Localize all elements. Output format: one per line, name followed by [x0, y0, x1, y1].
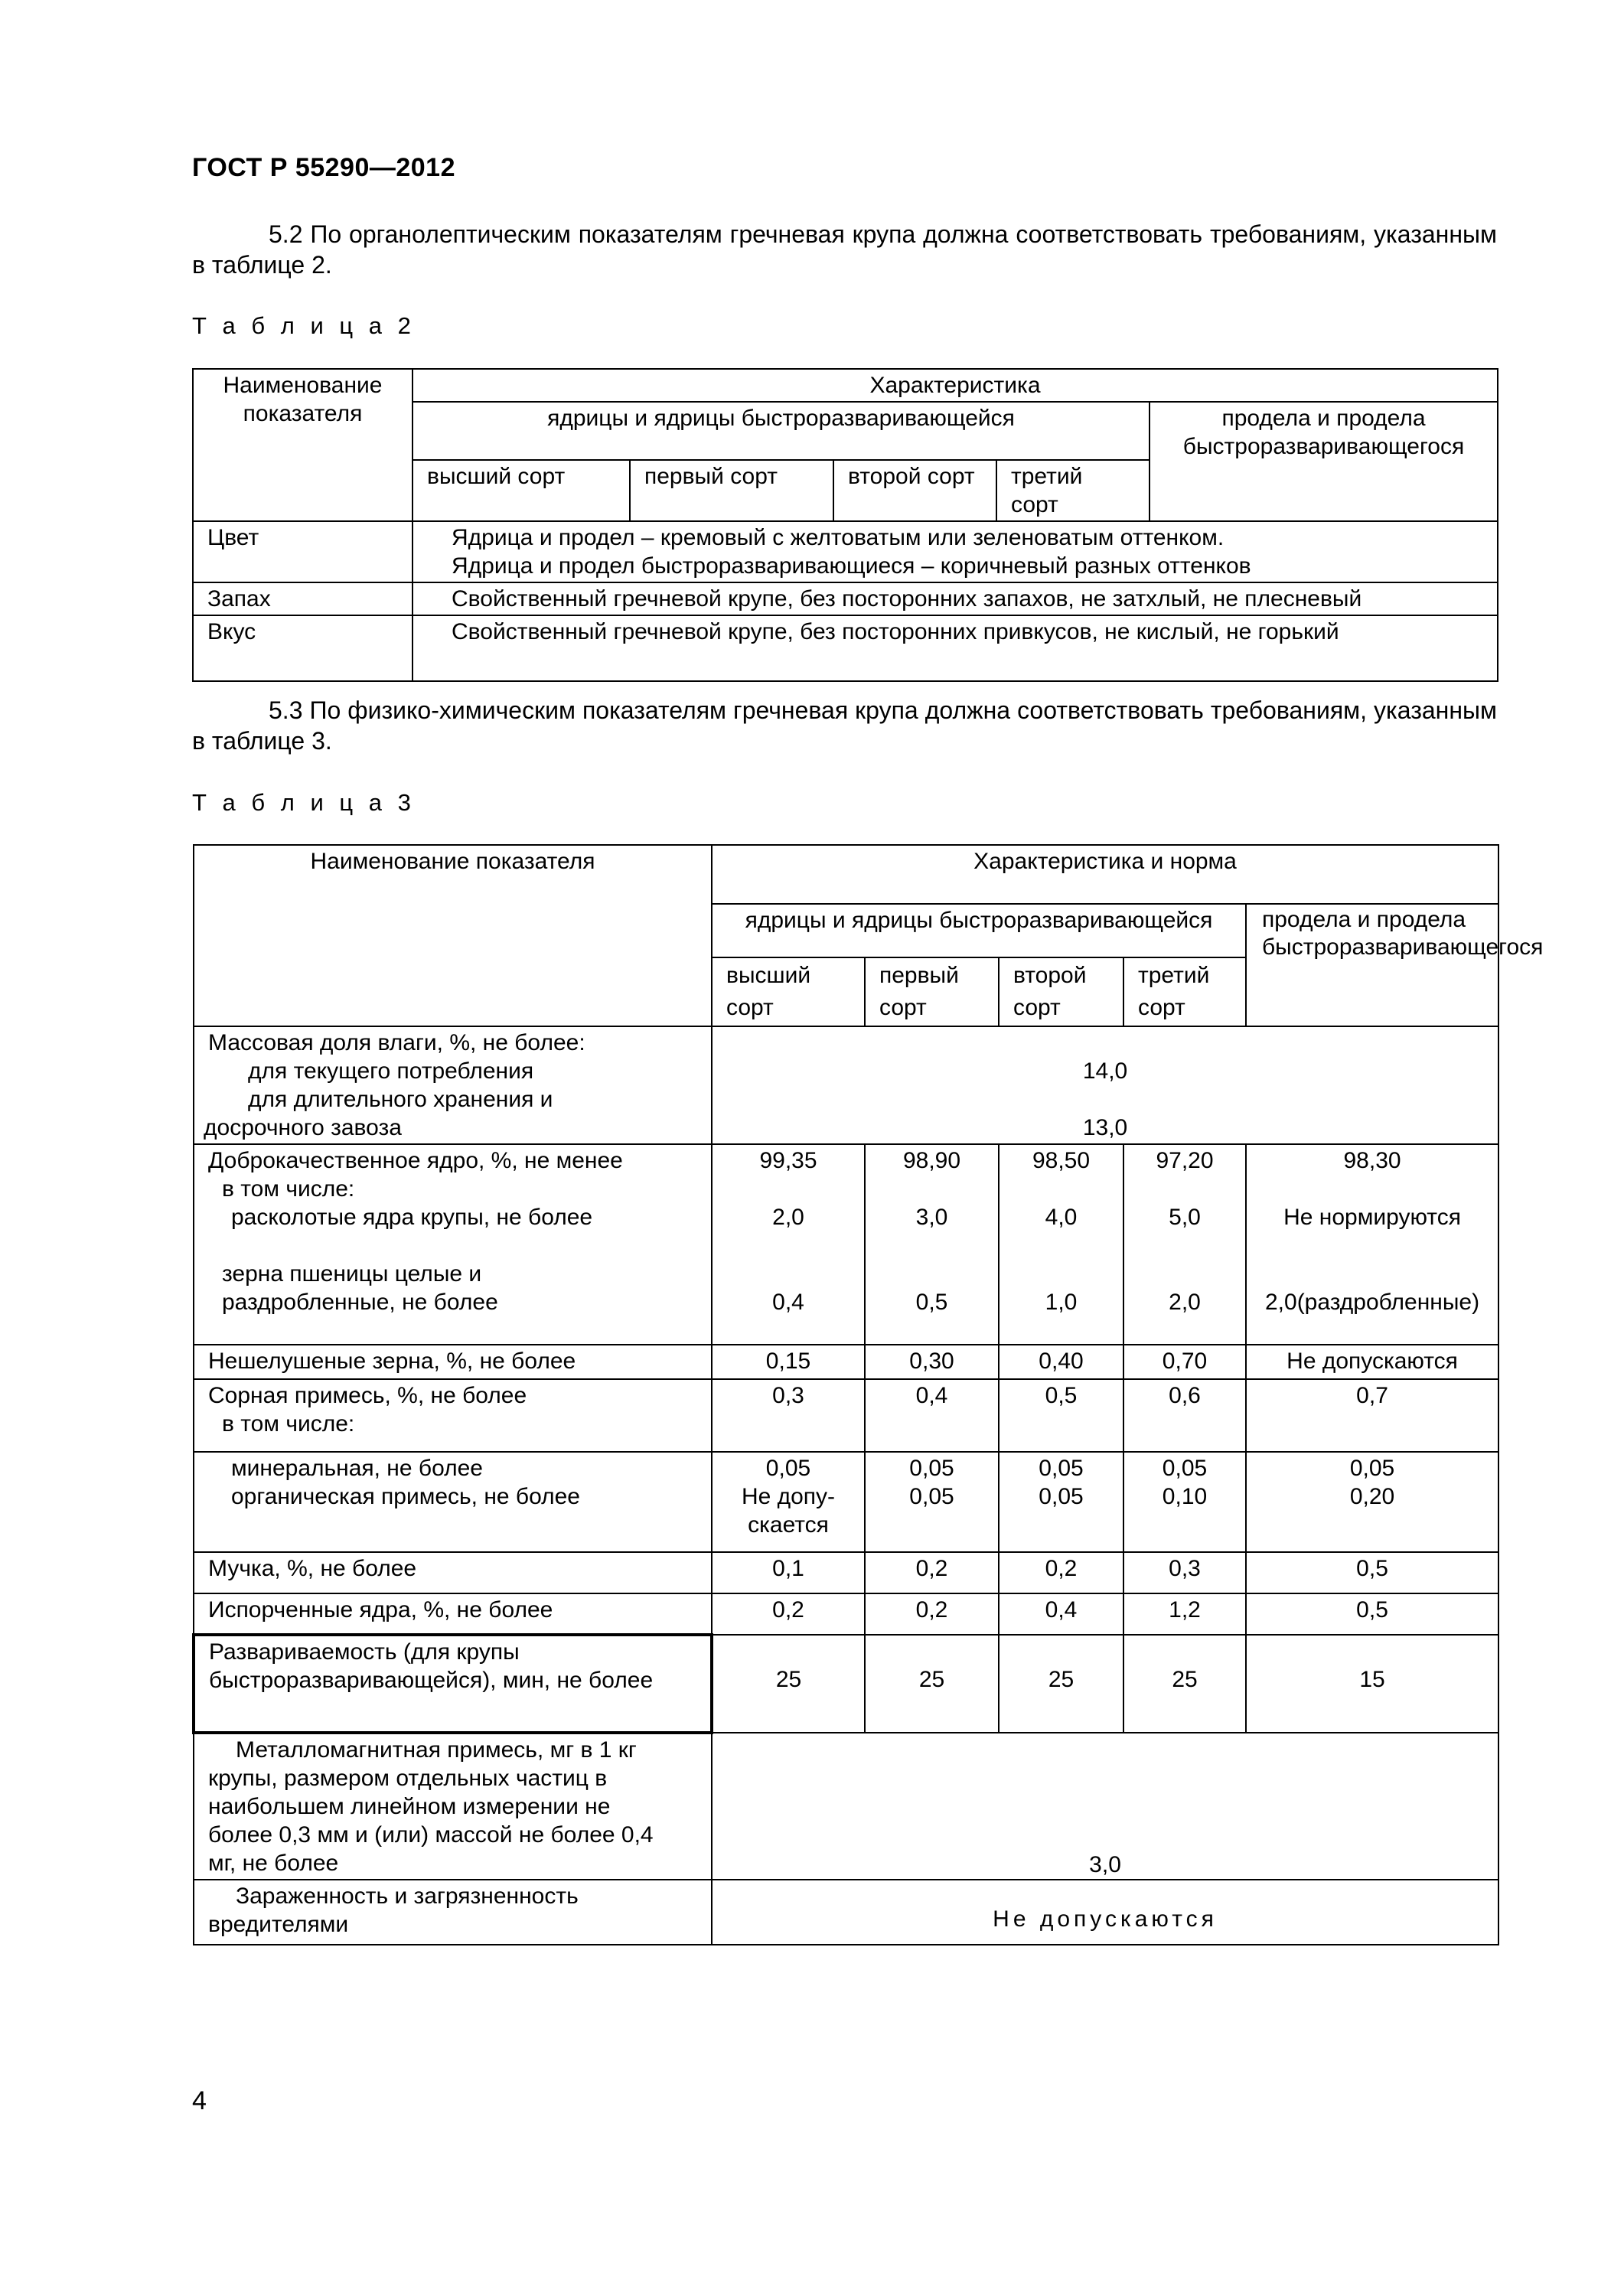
t3-value: 4,0 — [1045, 1205, 1078, 1230]
t3-name-line: в том числе: — [222, 1411, 355, 1437]
t2-header-grade-1: высший сорт — [413, 460, 630, 521]
t3-kernel-col-4 — [1123, 1144, 1246, 1345]
t3-boil-col — [1123, 1635, 1246, 1733]
table-row — [194, 1593, 1498, 1635]
t3-name-line: раздробленные, не более — [222, 1290, 498, 1315]
table-row — [193, 615, 1498, 681]
t3-pests-name — [194, 1880, 712, 1945]
table-row — [194, 1379, 1498, 1452]
t3-value: 0,15 — [712, 1345, 865, 1379]
t3-mineral-col-2 — [865, 1452, 999, 1552]
t3-value: 1,0 — [1045, 1290, 1078, 1315]
t3-header-characteristic: Характеристика и норма — [712, 845, 1498, 904]
t3-value: 98,50 — [1032, 1148, 1091, 1173]
t3-value: 25 — [1172, 1667, 1198, 1692]
t3-header-grade-4: третий сорт — [1123, 957, 1246, 1026]
t3-name-line: более 0,3 мм и (или) массой не более 0,4 — [208, 1822, 654, 1848]
t3-value: 25 — [775, 1667, 802, 1692]
t3-value: 0,3 — [712, 1379, 865, 1452]
t3-value: 0,5 — [1246, 1552, 1498, 1593]
t3-header-grade-1: высший сорт — [712, 957, 865, 1026]
t3-value: 0,05 — [909, 1484, 954, 1509]
t3-value: 0,5 — [1246, 1593, 1498, 1635]
table-row — [194, 1880, 1498, 1945]
table-2-caption: Т а б л и ц а 2 — [192, 312, 416, 339]
table-row — [194, 1635, 1498, 1733]
t3-value: 25 — [918, 1667, 945, 1692]
t3-value: 99,35 — [759, 1148, 817, 1173]
t3-value: 3,0 — [915, 1205, 948, 1230]
t3-pests-value: Не допускаются — [712, 1880, 1498, 1945]
t3-weed-name — [194, 1379, 712, 1452]
t3-moisture-values — [712, 1026, 1498, 1144]
t3-mineral-col-5 — [1246, 1452, 1498, 1552]
t3-header-grade-3: второй сорт — [999, 957, 1123, 1026]
t3-metal-value: 3,0 — [712, 1733, 1498, 1880]
table-row — [194, 1345, 1498, 1379]
t3-kernel-name — [194, 1144, 712, 1345]
t3-value: скается — [748, 1512, 829, 1538]
t3-value: 5,0 — [1169, 1205, 1201, 1230]
t3-value: 0,40 — [999, 1345, 1123, 1379]
table-row — [194, 1552, 1498, 1593]
t3-name-line: для длительного хранения и — [248, 1087, 553, 1112]
t3-kernel-col-1 — [712, 1144, 865, 1345]
t3-name-line: вредителями — [208, 1912, 349, 1937]
t3-boil-col — [1246, 1635, 1498, 1733]
t3-value: 0,05 — [909, 1456, 954, 1481]
table-row — [194, 1144, 1498, 1345]
t3-name-line: наибольшем линейном измерении не — [208, 1794, 611, 1819]
t3-name-line: мг, не более — [208, 1851, 339, 1876]
t2-header-grade-3: второй сорт — [833, 460, 996, 521]
t3-value: 0,4 — [865, 1379, 999, 1452]
t3-name-line: крупы, размером отдельных частиц в — [208, 1766, 608, 1791]
table-row — [193, 582, 1498, 615]
t2-header-yadrica: ядрицы и ядрицы быстроразваривающейся — [413, 402, 1150, 460]
t2-row-value — [413, 521, 1498, 582]
t2-row-name: Вкус — [193, 615, 413, 681]
t3-value: 2,0(раздробленные) — [1264, 1290, 1480, 1315]
t2-header-name: Наименование показателя — [193, 369, 413, 521]
t3-name-line: быстроразваривающейся), мин, не более — [209, 1668, 654, 1693]
t3-mineral-col-1 — [712, 1452, 865, 1552]
t3-mineral-col-4 — [1123, 1452, 1246, 1552]
t3-boil-col — [999, 1635, 1123, 1733]
t2-row-name: Запах — [193, 582, 413, 615]
page-number: 4 — [192, 2086, 207, 2115]
paragraph-5-3: 5.3 По физико-химическим показателям гречневая крупа должна соответствовать требованиям, указанным в таблице 3. — [192, 696, 1497, 755]
t3-value: Не нормируются — [1283, 1205, 1461, 1230]
t3-value: 14,0 — [1082, 1058, 1128, 1084]
t3-boil-name — [194, 1635, 712, 1733]
t3-spoiled-name: Испорченные ядра, %, не более — [194, 1593, 712, 1635]
t3-kernel-col-3 — [999, 1144, 1123, 1345]
t3-value: 0,5 — [915, 1290, 948, 1315]
t3-value: Не допу- — [741, 1484, 836, 1509]
t3-value: 0,7 — [1246, 1379, 1498, 1452]
table-3-caption: Т а б л и ц а 3 — [192, 789, 416, 816]
t3-name-line: Доброкачественное ядро, %, не менее — [208, 1148, 623, 1173]
t3-name-line: Развариваемость (для крупы — [209, 1639, 520, 1665]
t3-mineral-name — [194, 1452, 712, 1552]
t3-value: 0,05 — [765, 1456, 811, 1481]
t3-metal-name — [194, 1733, 712, 1880]
t3-header-grade-2: первый сорт — [865, 957, 999, 1026]
t3-value: 0,20 — [1349, 1484, 1395, 1509]
t3-value: 13,0 — [1082, 1115, 1128, 1140]
t3-boil-col — [712, 1635, 865, 1733]
t3-flour-name: Мучка, %, не более — [194, 1552, 712, 1593]
t2-header-grade-4: третий сорт — [996, 460, 1150, 521]
t3-name-line: досрочного завоза — [204, 1115, 402, 1140]
t3-value: 0,5 — [999, 1379, 1123, 1452]
t2-header-grade-2: первый сорт — [630, 460, 833, 521]
t3-value: 0,2 — [865, 1552, 999, 1593]
t3-value: 0,4 — [772, 1290, 804, 1315]
t3-value: 2,0 — [1169, 1290, 1201, 1315]
t3-header-name: Наименование показателя — [194, 845, 712, 1026]
t3-value: 0,70 — [1123, 1345, 1246, 1379]
t3-name-line: Массовая доля влаги, %, не более: — [208, 1030, 585, 1055]
paragraph-5-2: 5.2 По органолептическим показателям гречневая крупа должна соответствовать требованиям, указанным в таблице 2. — [192, 220, 1497, 279]
t2-row-value: Свойственный гречневой крупе, без посторонних привкусов, не кислый, не горький — [413, 615, 1498, 681]
t3-value: 1,2 — [1123, 1593, 1246, 1635]
t3-value: 0,05 — [1039, 1484, 1084, 1509]
t3-kernel-col-2 — [865, 1144, 999, 1345]
t3-name-line: Металломагнитная примесь, мг в 1 кг — [236, 1737, 637, 1763]
t2-header-prodel: продела и продела быстроразваривающегося — [1150, 402, 1498, 521]
t3-header-yadrica: ядрицы и ядрицы быстроразваривающейся — [712, 904, 1246, 957]
table-3 — [192, 844, 1544, 1945]
t3-moisture-name — [194, 1026, 712, 1144]
t3-value: 0,10 — [1162, 1484, 1208, 1509]
document-header: ГОСТ Р 55290—2012 — [192, 153, 456, 182]
t3-value: 0,6 — [1123, 1379, 1246, 1452]
t3-name-line: для текущего потребления — [248, 1058, 534, 1084]
t3-value: 0,3 — [1123, 1552, 1246, 1593]
table-2 — [192, 368, 1498, 682]
t3-name-line: Сорная примесь, %, не более — [208, 1383, 527, 1408]
t3-value: 0,2 — [999, 1552, 1123, 1593]
table-row — [194, 1452, 1498, 1552]
t3-name-line: органическая примесь, не более — [231, 1484, 580, 1509]
t3-kernel-col-5 — [1246, 1144, 1498, 1345]
t3-unhulled-name: Нешелушеные зерна, %, не более — [194, 1345, 712, 1379]
t3-value: 0,05 — [1349, 1456, 1395, 1481]
t3-value: 97,20 — [1156, 1148, 1214, 1173]
table-row — [194, 1026, 1498, 1144]
t3-value: Не допускаются — [1246, 1345, 1498, 1379]
t3-name-line: Зараженность и загрязненность — [236, 1883, 579, 1909]
t3-value: 98,90 — [902, 1148, 961, 1173]
t3-boil-col — [865, 1635, 999, 1733]
t2-header-characteristic: Характеристика — [413, 369, 1498, 402]
t3-value: 0,05 — [1039, 1456, 1084, 1481]
t2-row-value-line: Ядрица и продел – кремовый с желтоватым или зеленоватым оттенком. — [452, 525, 1225, 550]
t3-header-prodel: продела и продела быстроразваривающегося — [1246, 904, 1498, 1026]
t2-row-value: Свойственный гречневой крупе, без посторонних запахов, не затхлый, не плесневый — [413, 582, 1498, 615]
t3-value: 0,2 — [865, 1593, 999, 1635]
t3-value: 15 — [1359, 1667, 1385, 1692]
t3-name-line: в том числе: — [222, 1176, 355, 1202]
t3-value: 98,30 — [1343, 1148, 1401, 1173]
t2-row-name: Цвет — [193, 521, 413, 582]
t3-value: 25 — [1048, 1667, 1075, 1692]
t3-value: 0,30 — [865, 1345, 999, 1379]
table-row — [194, 1733, 1498, 1880]
t3-value: 0,4 — [999, 1593, 1123, 1635]
t3-value: 2,0 — [772, 1205, 804, 1230]
t3-value: 0,1 — [712, 1552, 865, 1593]
t3-name-line: минеральная, не более — [231, 1456, 483, 1481]
t2-row-value-line: Ядрица и продел быстроразваривающиеся – коричневый разных оттенков — [452, 553, 1251, 579]
t3-value: 0,05 — [1162, 1456, 1208, 1481]
t3-name-line: расколотые ядра крупы, не более — [231, 1205, 593, 1230]
t3-mineral-col-3 — [999, 1452, 1123, 1552]
t3-name-line: зерна пшеницы целые и — [222, 1261, 482, 1287]
table-row — [193, 521, 1498, 582]
t3-value: 0,2 — [712, 1593, 865, 1635]
